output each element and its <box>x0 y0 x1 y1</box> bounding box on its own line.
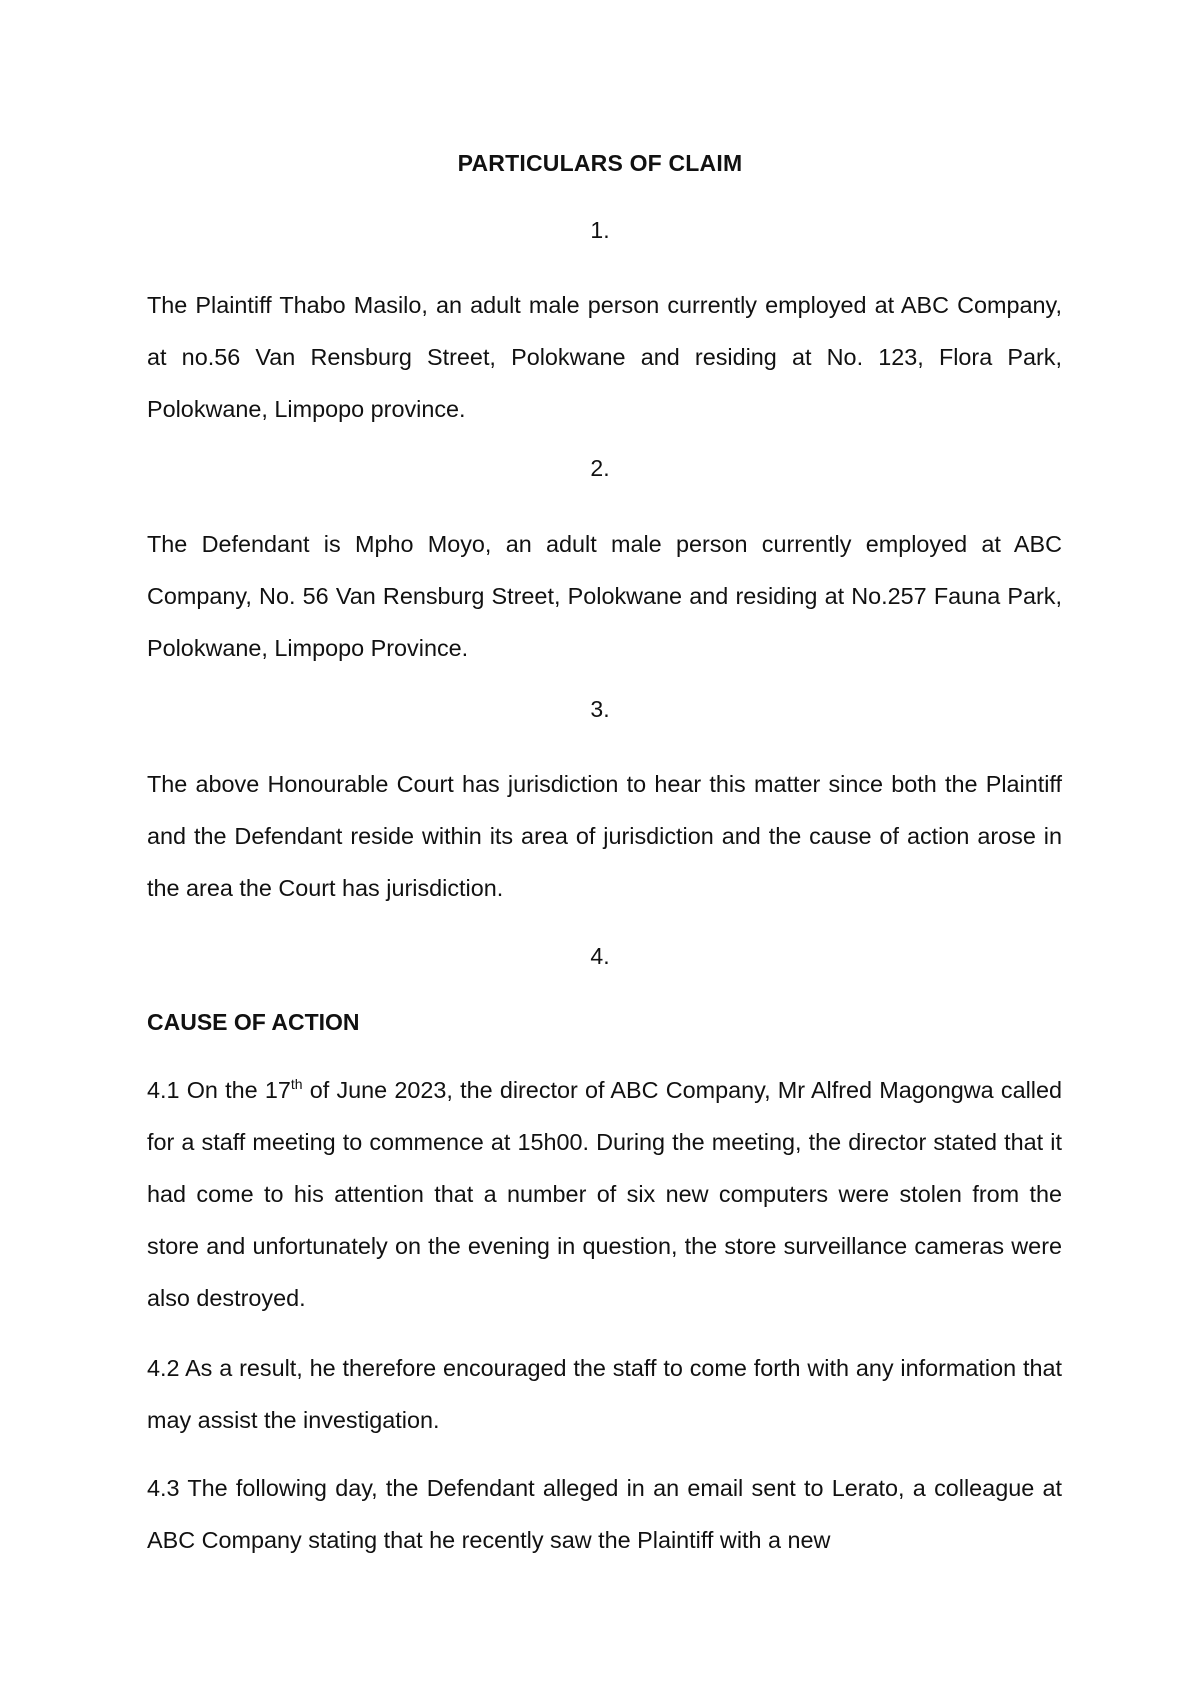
paragraph-4-1 <box>147 1064 1062 1324</box>
document-title: PARTICULARS OF CLAIM <box>457 150 743 176</box>
section-3-paragraph: The above Honourable Court has jurisdiction to hear this matter since both the Plaintiff and the Defendant reside within its area of jurisdiction and the cause of action arose in the area the Court has jurisdiction. <box>147 771 1062 901</box>
section-number-4: 4. <box>590 943 610 969</box>
section-number-3: 3. <box>590 696 610 722</box>
section-2-paragraph: The Defendant is Mpho Moyo, an adult male person currently employed at ABC Company, No. 56 Van Rensburg Street, Polokwane and residing at No.257 Fauna Park, Polokwane, Limpopo Province. <box>147 531 1062 661</box>
section-number-1: 1. <box>590 217 610 243</box>
section-1-paragraph: The Plaintiff Thabo Masilo, an adult male person currently employed at ABC Company, at no.56 Van Rensburg Street, Polokwane and residing at No. 123, Flora Park, Polokwane, Limpopo province. <box>147 292 1062 422</box>
ordinal-superscript: th <box>290 1076 303 1092</box>
paragraph-4-2: 4.2 As a result, he therefore encouraged the staff to come forth with any information that may assist the investigation. <box>147 1355 1062 1433</box>
paragraph-4-1-prefix: 4.1 On the 17 <box>147 1077 291 1103</box>
cause-of-action-heading: CAUSE OF ACTION <box>147 1009 360 1035</box>
paragraph-4-3: 4.3 The following day, the Defendant alleged in an email sent to Lerato, a colleague at ABC Company stating that he recently saw the Plaintiff with a new <box>147 1475 1062 1553</box>
section-number-2: 2. <box>590 455 610 481</box>
paragraph-4-1-text: of June 2023, the director of ABC Company, Mr Alfred Magongwa called for a staff meeting to commence at 15h00. During the meeting, the director stated that it had come to his attention that a number of six new computers were stolen from the store and unfortunately on the evening in question, the store surveillance cameras were also destroyed. <box>147 1077 1063 1311</box>
